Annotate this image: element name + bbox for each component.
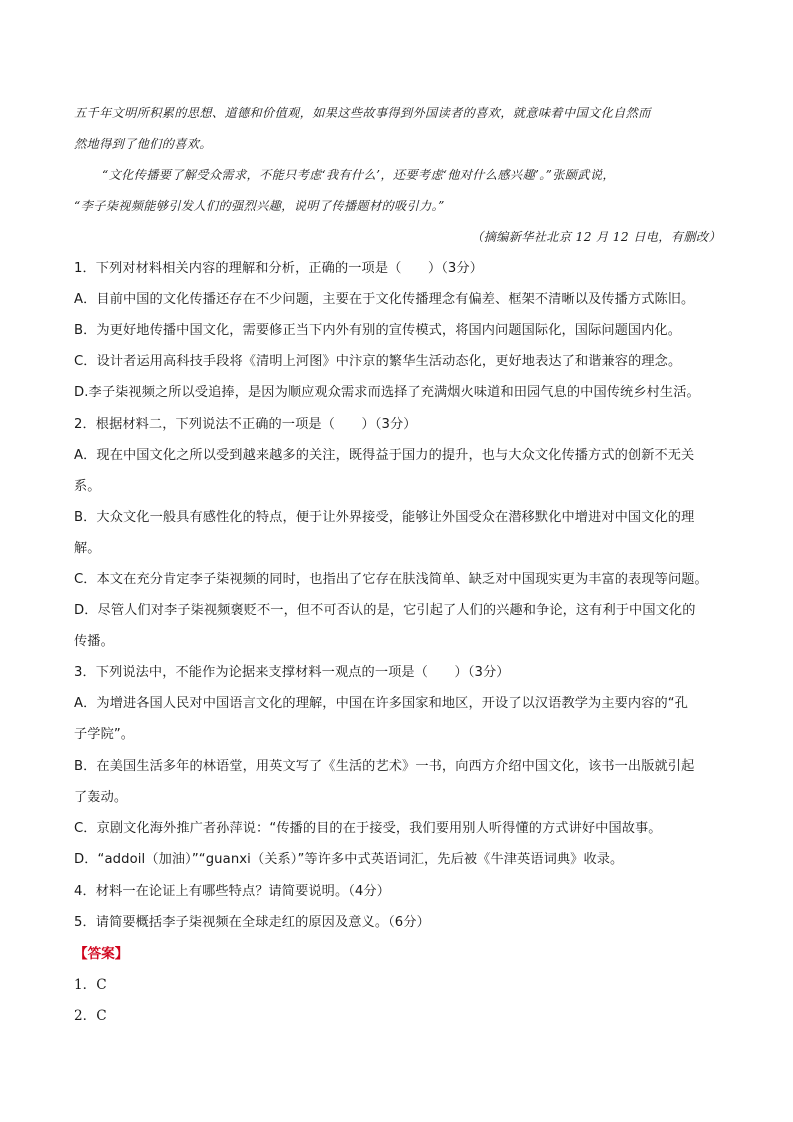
question-5: 5．请简要概括李子柒视频在全球走红的原因及意义。（6分） [74,915,430,930]
passage-line: 然地得到了他们的喜欢。 [74,137,212,151]
question-3-stem: 3．下列说法中，不能作为论据来支撑材料一观点的一项是（ ）（3分） [74,665,510,680]
question-3-option-a: A．为增进各国人民对中国语言文化的理解，中国在许多国家和地区，开设了以汉语教学为主要内容的“孔 [74,696,688,711]
question-1-option-a: A．目前中国的文化传播还存在不少问题，主要在于文化传播理念有偏差、框架不清晰以及传播方式陈旧。 [74,292,695,307]
question-2-stem: 2．根据材料二，下列说法不正确的一项是（ ）（3分） [74,417,417,432]
question-3-option-d: D．“addoil（加油）”“guanxi（关系）”等许多中式英语词汇，先后被《牛津英语词典》收录。 [74,852,624,867]
question-1-option-b: B．为更好地传播中国文化，需要修正当下内外有别的宣传模式，将国内问题国际化，国际问题国内化。 [74,323,682,338]
question-4: 4．材料一在论证上有哪些特点？请简要说明。（4分） [74,884,390,899]
answer-2: 2．C [74,1008,107,1024]
question-2-option-a: A．现在中国文化之所以受到越来越多的关注，既得益于国力的提升，也与大众文化传播方式的创新不无关 [74,448,695,463]
question-2-option-d: D．尽管人们对李子柒视频褒贬不一，但不可否认的是，它引起了人们的兴趣和争论，这有利于中国文化的 [74,603,696,618]
passage-line: “李子柒视频能够引发人们的强烈兴趣，说明了传播题材的吸引力。” [74,199,445,213]
question-2-option-b-cont: 解。 [74,541,101,556]
question-3-option-c: C．京剧文化海外推广者孙萍说：“传播的目的在于接受，我们要用别人听得懂的方式讲好中国故事。 [74,821,662,836]
question-3-option-b-cont: 了轰动。 [74,790,128,805]
passage-line: “文化传播要了解受众需求，不能只考虑‘我有什么’，还要考虑‘他对什么感兴趣’。”张颐武说， [102,168,615,182]
question-1-option-d: D.李子柒视频之所以受追捧，是因为顺应观众需求而选择了充满烟火味道和田园气息的中国传统乡村生活。 [74,385,700,400]
question-3-option-b: B．在美国生活多年的林语堂，用英文写了《生活的艺术》一书，向西方介绍中国文化，该书一出版就引起 [74,759,695,774]
question-1-option-c: C．设计者运用高科技手段将《清明上河图》中汴京的繁华生活动态化，更好地表达了和谐兼容的理念。 [74,354,682,369]
passage-line: 五千年文明所积累的思想、道德和价值观，如果这些故事得到外国读者的喜欢，就意味着中国文化自然而 [74,106,651,120]
question-3-option-a-cont: 子学院”。 [74,727,135,742]
question-1-stem: 1．下列对材料相关内容的理解和分析，正确的一项是（ ）（3分） [74,261,484,276]
question-2-option-b: B．大众文化一般具有感性化的特点，便于让外界接受，能够让外国受众在潜移默化中增进对中国文化的理 [74,510,695,525]
question-2-option-d-cont: 传播。 [74,634,114,649]
passage-source: （摘编新华社北京 12 月 12 日电，有删改） [471,230,721,244]
question-2-option-c: C．本文在充分肯定李子柒视频的同时，也指出了它存在肤浅简单、缺乏对中国现实更为丰富的表现等问题。 [74,572,708,587]
question-2-option-a-cont: 系。 [74,479,101,494]
answer-label: 【答案】 [74,946,129,962]
answer-1: 1．C [74,977,107,993]
